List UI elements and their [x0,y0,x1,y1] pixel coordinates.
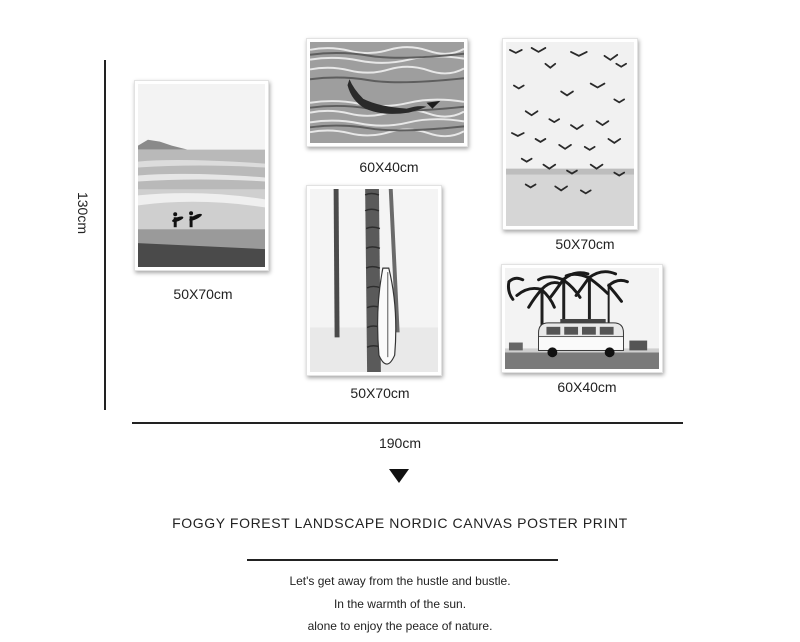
down-arrow-icon [389,469,409,483]
width-dimension-label: 190cm [378,435,422,451]
palm-surfboard-image [310,189,438,372]
poster-palm-surfboard [306,185,442,376]
width-dimension-line [132,422,683,424]
poster-seagulls [502,38,638,230]
dolphin-water-image [310,42,464,143]
van-palms-image [505,268,659,369]
poster-size-label: 50X70cm [555,236,615,252]
height-dimension-line [104,60,106,410]
poster-size-label: 60X40cm [557,379,617,395]
poster-size-label: 50X70cm [350,385,410,401]
product-title: FOGGY FOREST LANDSCAPE NORDIC CANVAS POSTER PRINT [172,515,628,531]
poster-size-label: 60X40cm [359,159,419,175]
tagline-line: Let's get away from the hustle and bustle. [289,574,511,588]
beach-surfers-image [138,84,265,267]
height-dimension-label: 130cm [75,191,91,235]
divider [247,559,558,561]
poster-van-palms [501,264,663,373]
tagline-line: In the warmth of the sun. [333,597,467,611]
poster-beach-surfers [134,80,269,271]
poster-dolphin-water [306,38,468,147]
poster-size-label: 50X70cm [173,286,233,302]
tagline-line: alone to enjoy the peace of nature. [307,619,493,633]
seagulls-image [506,42,634,226]
